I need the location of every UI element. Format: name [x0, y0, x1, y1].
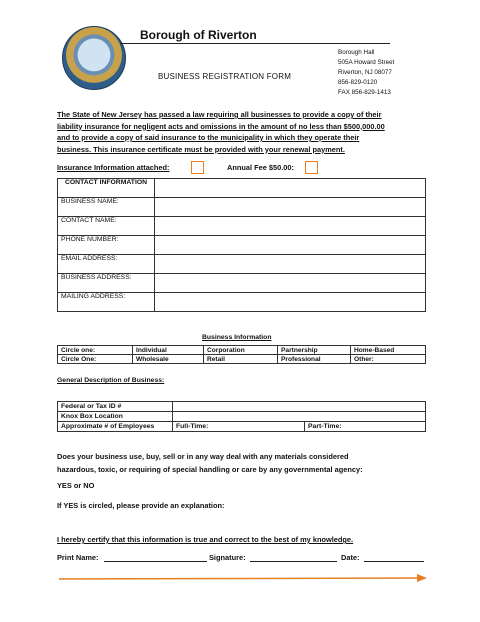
- page-title: Borough of Riverton: [140, 28, 257, 42]
- phone-line: 856-829-0120: [338, 79, 378, 86]
- explanation-label: If YES is circled, please provide an explanation:: [57, 501, 225, 510]
- full-time-field[interactable]: Full-Time:: [173, 422, 305, 432]
- insurance-notice: [57, 109, 427, 155]
- hazard-question: [57, 450, 363, 476]
- notice-line: and to provide a copy of said insurance to the municipality in which they operate their: [57, 133, 360, 142]
- notice-line: The State of New Jersey has passed a law requiring all businesses to provide a copy of their: [57, 110, 382, 119]
- insurance-label: Insurance Information attached:: [57, 163, 170, 172]
- arrow-icon: [57, 572, 429, 586]
- option-wholesale[interactable]: Wholesale: [133, 355, 204, 364]
- mailing-address-label: MAILING ADDRESS:: [58, 293, 155, 312]
- business-address-field[interactable]: [155, 274, 426, 293]
- business-name-field[interactable]: [155, 198, 426, 217]
- address-line: Riverton, NJ 08077: [338, 69, 392, 76]
- address-line: Borough Hall: [338, 49, 375, 56]
- borough-address: [338, 48, 394, 98]
- email-field[interactable]: [155, 255, 426, 274]
- federal-id-field[interactable]: [173, 402, 426, 412]
- print-name-label: Print Name:: [57, 553, 99, 562]
- circle-one-label: Circle one:: [58, 346, 133, 355]
- certification-statement: I hereby certify that this information is true and correct to the best of my knowledge.: [57, 535, 354, 544]
- address-line: 505A Howard Street: [338, 59, 395, 66]
- business-address-label: BUSINESS ADDRESS:: [58, 274, 155, 293]
- contact-header: CONTACT INFORMATION: [58, 179, 155, 198]
- notice-line: liability insurance for negligent acts and omissions in the amount of no less than $500,000.00: [57, 121, 385, 131]
- mailing-address-field[interactable]: [155, 293, 426, 312]
- contact-table: [57, 178, 426, 312]
- business-info-table: [57, 345, 426, 364]
- contact-header-blank: [155, 179, 426, 198]
- fee-label: Annual Fee $50.00:: [227, 163, 294, 172]
- employees-label: Approximate # of Employees: [58, 422, 173, 432]
- notice-line: business. This insurance certificate must be provided with your renewal payment.: [57, 144, 345, 154]
- option-retail[interactable]: Retail: [204, 355, 278, 364]
- fee-checkbox[interactable]: [305, 161, 318, 174]
- contact-name-label: CONTACT NAME:: [58, 217, 155, 236]
- date-label: Date:: [341, 553, 360, 562]
- hazard-line: Does your business use, buy, sell or in any way deal with any materials considered: [57, 452, 349, 461]
- yes-no-option[interactable]: YES or NO: [57, 481, 95, 490]
- borough-seal-logo: [62, 26, 126, 90]
- contact-name-field[interactable]: [155, 217, 426, 236]
- knox-box-field[interactable]: [173, 412, 426, 422]
- id-table: [57, 401, 426, 432]
- fax-line: FAX 856-829-1413: [338, 89, 391, 96]
- business-info-title: Business Information: [202, 334, 272, 341]
- business-name-label: BUSINESS NAME:: [58, 198, 155, 217]
- option-home-based[interactable]: Home-Based: [351, 346, 426, 355]
- insurance-checkbox[interactable]: [191, 161, 204, 174]
- signature-label: Signature:: [209, 553, 246, 562]
- hazard-line: hazardous, toxic, or requiring of special handling or care by any governmental agency:: [57, 465, 363, 474]
- phone-label: PHONE NUMBER:: [58, 236, 155, 255]
- circle-one-label: Circle One:: [58, 355, 133, 364]
- print-name-field[interactable]: [104, 561, 207, 562]
- option-corporation[interactable]: Corporation: [204, 346, 278, 355]
- option-partnership[interactable]: Partnership: [278, 346, 351, 355]
- option-individual[interactable]: Individual: [133, 346, 204, 355]
- title-underline: [120, 43, 390, 44]
- date-field[interactable]: [364, 561, 424, 562]
- part-time-field[interactable]: Part-Time:: [305, 422, 426, 432]
- email-label: EMAIL ADDRESS:: [58, 255, 155, 274]
- form-subtitle: BUSINESS REGISTRATION FORM: [158, 72, 292, 81]
- option-other[interactable]: Other:: [351, 355, 426, 364]
- phone-field[interactable]: [155, 236, 426, 255]
- knox-box-label: Knox Box Location: [58, 412, 173, 422]
- general-description-label: General Description of Business:: [57, 377, 165, 384]
- option-professional[interactable]: Professional: [278, 355, 351, 364]
- federal-id-label: Federal or Tax ID #: [58, 402, 173, 412]
- signature-field[interactable]: [250, 561, 337, 562]
